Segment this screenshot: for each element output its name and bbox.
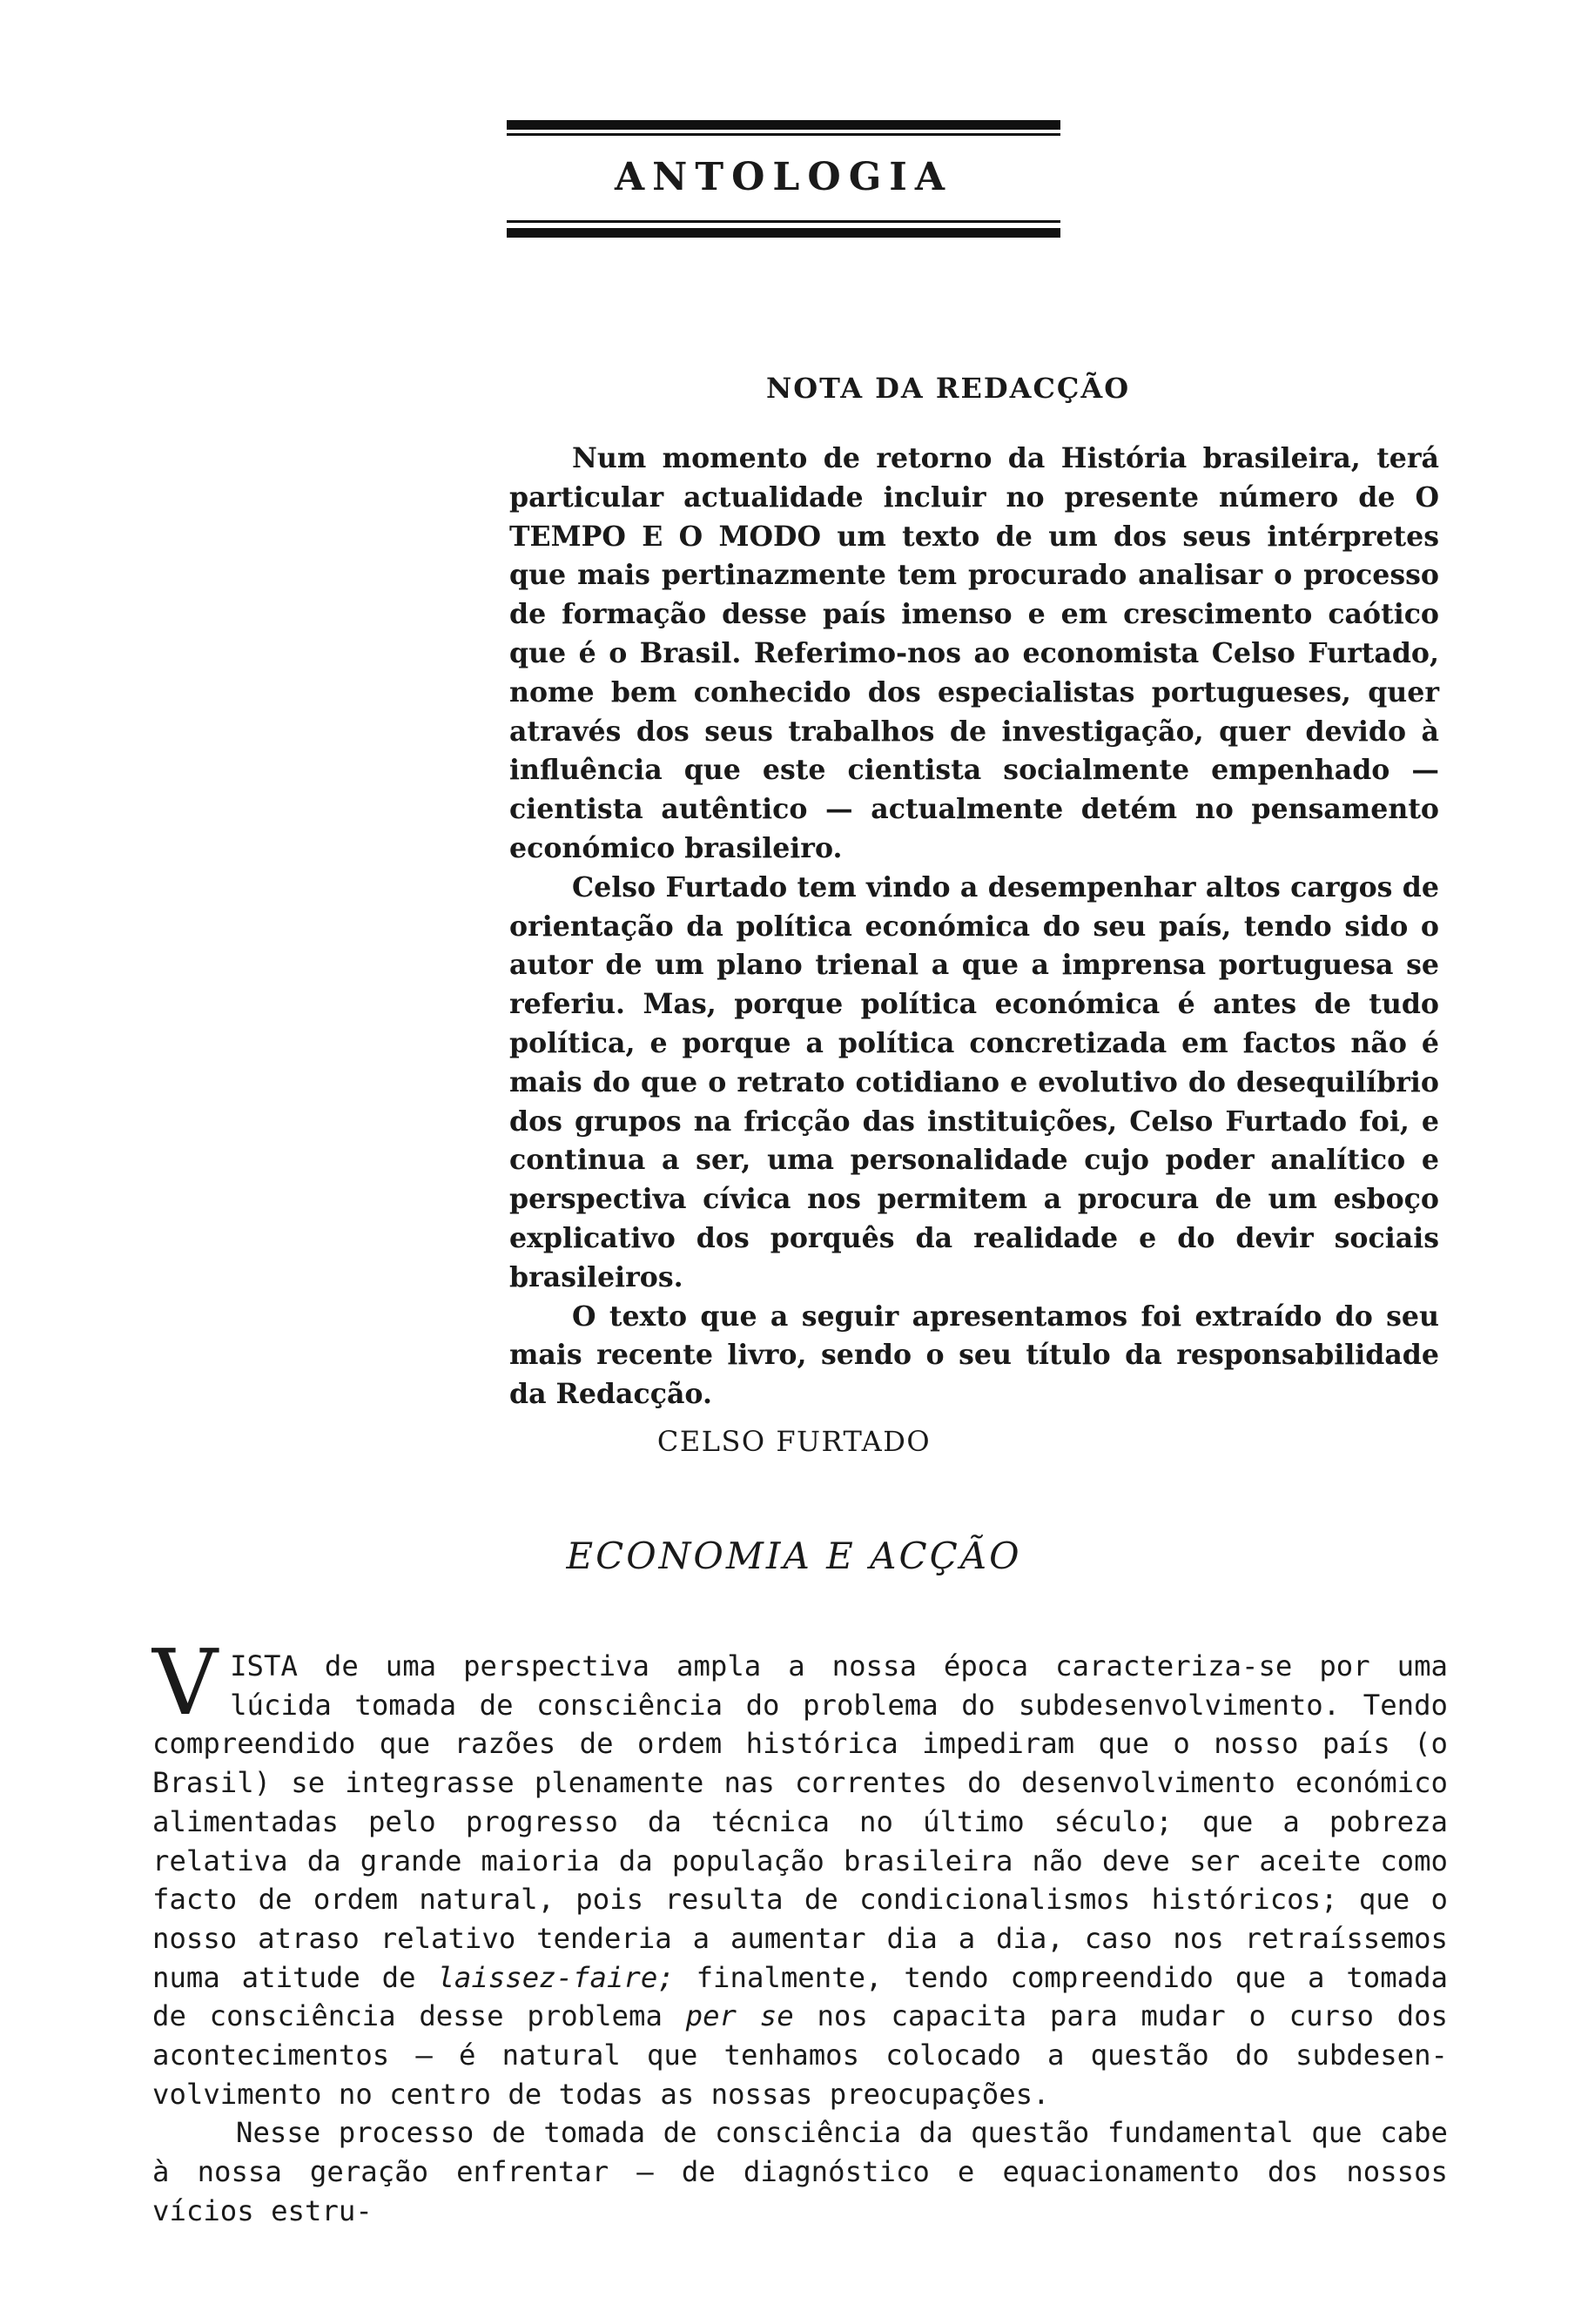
top-rule-thick	[507, 120, 1060, 130]
paragraph-text: finalmente, tendo compreendido que a tomada de consciência desse problema	[152, 1960, 1448, 2033]
article-paragraph	[152, 1629, 1448, 2113]
section-title: ANTOLOGIA	[615, 155, 952, 199]
note-paragraph: O texto que a seguir apresentamos foi extraído do seu mais recente livro, sendo o seu título da responsabilidade da Redacção.	[509, 1300, 1439, 1411]
paragraph-text: ISTA de uma perspectiva ampla a nossa época caracteriza-se por uma lúcida tomada de consciência do problema do subdesenvolvimento. Tendo compreendido que razões de ordem histórica impediram que o nosso país (o Brasil) se integrasse plenamente nas correntes do desenvolvimento económico alimentadas pelo progresso da técnica no último século; que a pobreza relativa da grande maioria da população brasileira não deve ser aceite como facto de ordem natural, pois resulta de condicionalismos históricos; que o nosso atraso relativo tenderia a aumentar dia a dia, caso nos retraíssemos numa atitude de	[152, 1649, 1448, 1994]
article-author: CELSO FURTADO	[656, 1425, 932, 1458]
note-heading: NOTA DA REDACÇÃO	[766, 372, 1131, 405]
note-paragraph: Celso Furtado tem vindo a desempenhar altos cargos de orientação da política económica do seu país, tendo sido o autor de um plano trienal a que a imprensa portuguesa se referiu. Mas, porque política económica é antes de tudo política, e porque a política concretizada em factos não é mais do que o retrato cotidiano e evolutivo do desequilíbrio dos grupos na fricção das instituições, Celso Furtado foi, e continua a ser, uma personalidade cujo poder analítico e perspectiva cívica nos permitem a procura de um esboço explicativo dos porquês da realidade e do devir sociais brasileiros.	[509, 870, 1439, 1293]
editorial-note	[509, 440, 1439, 1414]
bottom-rule-thick	[507, 228, 1060, 238]
drop-cap: V	[152, 1629, 219, 1736]
top-rule-thin	[507, 133, 1060, 136]
bottom-rule-thin	[507, 220, 1060, 223]
paragraph-text: nos capacita para mudar o curso dos acontecimentos — é natural que tenhamos colocado a questão do subdesenvolvimento no centro de todas as nossas preocupações.	[152, 1999, 1448, 2111]
note-paragraph: Num momento de retorno da História brasileira, terá particular actualidade incluir no presente número de O TEMPO E O MODO um texto de um dos seus intérpretes que mais pertinazmente tem procurado analisar o processo de formação desse país imenso e em crescimento caótico que é o Brasil. Referimo-nos ao economista Celso Furtado, nome bem conhecido dos especialistas portugueses, quer através dos seus trabalhos de investigação, quer devido à influência que este cientista socialmente empenhado — cientista autêntico — actualmente detém no pensamento económico brasileiro.	[509, 442, 1439, 864]
article-paragraph: Nesse processo de tomada de consciência da questão fundamental que cabe à nossa geração enfrentar — de diagnóstico e equacionamento dos nossos vícios estru-	[152, 2116, 1448, 2227]
article-body	[152, 1629, 1448, 2231]
article-title: ECONOMIA E ACÇÃO	[566, 1535, 1022, 1577]
italic-term: per se	[685, 1999, 794, 2033]
italic-term: laissez-faire;	[437, 1960, 675, 1994]
